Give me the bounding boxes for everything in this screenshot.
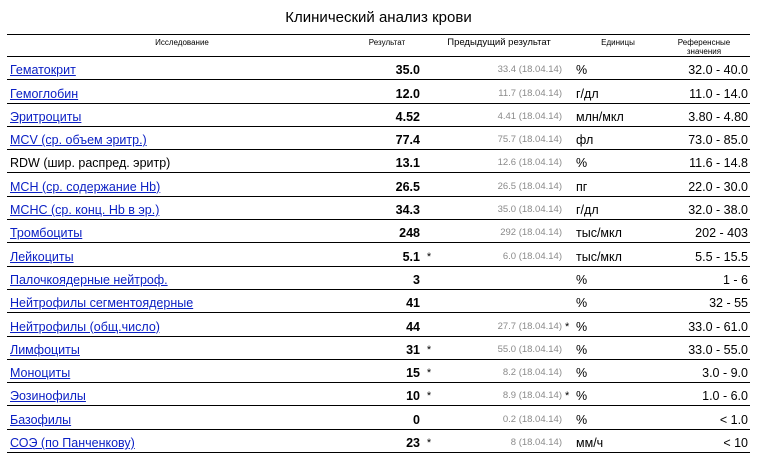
test-name-cell [7,266,354,289]
test-name-link[interactable]: Эозинофилы [10,389,86,404]
previous-result-value: 0.2 (18.04.14) [436,406,565,429]
previous-result-flag: * [565,313,576,336]
result-flag [422,289,436,312]
previous-result-value [436,289,565,312]
previous-result-value: 55.0 (18.04.14) [436,336,565,359]
result-value: 34.3 [354,196,422,219]
unit-value: тыс/мкл [576,243,660,266]
result-flag [422,313,436,336]
table-row [7,266,750,289]
column-header-units: Единицы [576,35,660,57]
previous-result-value: 4.41 (18.04.14) [436,103,565,126]
table-row [7,359,750,382]
table-row [7,336,750,359]
previous-result-value: 8.9 (18.04.14) [436,383,565,406]
table-row [7,243,750,266]
previous-result-value: 8 (18.04.14) [436,429,565,452]
unit-value: г/дл [576,196,660,219]
test-name-link[interactable]: Тромбоциты [10,226,83,241]
table-row [7,150,750,173]
reference-range-value: 1.0 - 6.0 [660,383,750,406]
test-name-link[interactable]: Гемоглобин [10,86,79,101]
blood-test-table [7,34,750,453]
result-flag: * [422,243,436,266]
result-value: 13.1 [354,150,422,173]
test-name-cell [7,103,354,126]
unit-value: % [576,313,660,336]
test-name-link[interactable]: Нейтрофилы (общ.число) [10,319,160,334]
reference-range-value: 33.0 - 55.0 [660,336,750,359]
unit-value: % [576,57,660,80]
result-flag [422,220,436,243]
reference-range-value: 32 - 55 [660,289,750,312]
result-value: 12.0 [354,80,422,103]
unit-value: г/дл [576,80,660,103]
unit-value: пг [576,173,660,196]
unit-value: % [576,150,660,173]
reference-range-value: 202 - 403 [660,220,750,243]
result-value: 31 [354,336,422,359]
previous-result-flag [565,80,576,103]
previous-result-flag [565,359,576,382]
table-row [7,80,750,103]
unit-value: тыс/мкл [576,220,660,243]
table-row [7,406,750,429]
test-name-cell [7,80,354,103]
result-flag [422,103,436,126]
test-name-cell [7,406,354,429]
test-name-link[interactable]: Лейкоциты [10,249,74,264]
result-value: 41 [354,289,422,312]
test-name-cell [7,336,354,359]
unit-value: % [576,266,660,289]
result-flag [422,80,436,103]
column-header-reference: Референсные значения [660,35,750,57]
result-value: 77.4 [354,126,422,149]
test-name-link[interactable]: Палочкоядерные нейтроф. [10,272,168,287]
test-name-text: RDW (шир. распред. эритр) [10,156,171,171]
reference-range-value: 11.0 - 14.0 [660,80,750,103]
result-flag [422,266,436,289]
result-flag: * [422,359,436,382]
result-flag [422,126,436,149]
test-name-link[interactable]: Гематокрит [10,63,76,78]
previous-result-value: 292 (18.04.14) [436,220,565,243]
unit-value: % [576,289,660,312]
previous-result-value: 26.5 (18.04.14) [436,173,565,196]
previous-result-value: 8.2 (18.04.14) [436,359,565,382]
previous-result-value: 6.0 (18.04.14) [436,243,565,266]
test-name-link[interactable]: Моноциты [10,366,71,381]
previous-result-flag [565,126,576,149]
test-name-link[interactable]: MCHC (ср. конц. Hb в эр.) [10,203,160,218]
previous-result-value [436,266,565,289]
test-name-link[interactable]: MCV (ср. объем эритр.) [10,133,147,148]
previous-result-value: 12.6 (18.04.14) [436,150,565,173]
test-name-cell [7,220,354,243]
previous-result-flag [565,150,576,173]
previous-result-flag [565,220,576,243]
test-name-cell [7,243,354,266]
previous-result-flag: * [565,383,576,406]
result-flag [422,406,436,429]
column-header-test: Исследование [7,35,354,57]
reference-range-value: < 1.0 [660,406,750,429]
result-flag [422,150,436,173]
test-name-link[interactable]: Лимфоциты [10,342,80,357]
result-flag [422,57,436,80]
table-row [7,220,750,243]
result-flag [422,173,436,196]
previous-result-flag [565,429,576,452]
table-header-row [7,35,750,57]
unit-value: мм/ч [576,429,660,452]
table-row [7,103,750,126]
reference-range-value: 5.5 - 15.5 [660,243,750,266]
test-name-link[interactable]: СОЭ (по Панченкову) [10,436,135,451]
unit-value: % [576,359,660,382]
test-name-cell [7,126,354,149]
result-value: 4.52 [354,103,422,126]
previous-result-flag [565,173,576,196]
result-value: 10 [354,383,422,406]
result-value: 5.1 [354,243,422,266]
test-name-cell [7,359,354,382]
unit-value: % [576,406,660,429]
test-name-link[interactable]: MCH (ср. содержание Hb) [10,179,161,194]
column-header-previous: Предыдущий результат [436,35,565,57]
test-name-cell [7,429,354,452]
unit-value: % [576,383,660,406]
previous-result-flag [565,266,576,289]
reference-range-value: 73.0 - 85.0 [660,126,750,149]
previous-result-value: 75.7 (18.04.14) [436,126,565,149]
result-flag [422,196,436,219]
result-flag: * [422,429,436,452]
reference-range-value: 32.0 - 40.0 [660,57,750,80]
result-value: 0 [354,406,422,429]
result-flag: * [422,383,436,406]
table-row [7,383,750,406]
table-row [7,313,750,336]
unit-value: фл [576,126,660,149]
result-value: 44 [354,313,422,336]
previous-result-flag [565,336,576,359]
result-value: 15 [354,359,422,382]
previous-result-flag [565,289,576,312]
test-name-cell [7,313,354,336]
test-name-cell [7,150,354,173]
previous-result-value: 33.4 (18.04.14) [436,57,565,80]
previous-result-flag [565,406,576,429]
test-name-link[interactable]: Базофилы [10,412,72,427]
previous-result-value: 11.7 (18.04.14) [436,80,565,103]
previous-result-value: 27.7 (18.04.14) [436,313,565,336]
previous-result-flag [565,243,576,266]
unit-value: млн/мкл [576,103,660,126]
table-row [7,173,750,196]
previous-result-flag [565,196,576,219]
test-name-link[interactable]: Эритроциты [10,109,82,124]
page-title: Клинический анализ крови [285,9,472,26]
reference-range-value: 1 - 6 [660,266,750,289]
table-row [7,196,750,219]
unit-value: % [576,336,660,359]
previous-result-value: 35.0 (18.04.14) [436,196,565,219]
reference-range-value: 33.0 - 61.0 [660,313,750,336]
reference-range-value: 3.80 - 4.80 [660,103,750,126]
column-header-flag [422,35,436,57]
test-name-cell [7,57,354,80]
test-name-cell [7,196,354,219]
column-header-result: Результат [354,35,422,57]
reference-range-value: 11.6 - 14.8 [660,150,750,173]
table-row [7,289,750,312]
result-flag: * [422,336,436,359]
reference-range-value: 32.0 - 38.0 [660,196,750,219]
result-value: 3 [354,266,422,289]
table-row [7,429,750,452]
reference-range-value: 22.0 - 30.0 [660,173,750,196]
result-value: 23 [354,429,422,452]
result-value: 248 [354,220,422,243]
test-name-cell [7,289,354,312]
result-value: 26.5 [354,173,422,196]
table-row [7,57,750,80]
table-row [7,126,750,149]
reference-range-value: 3.0 - 9.0 [660,359,750,382]
previous-result-flag [565,57,576,80]
test-name-cell [7,173,354,196]
column-header-prev-flag [565,35,576,57]
result-value: 35.0 [354,57,422,80]
reference-range-value: < 10 [660,429,750,452]
test-name-link[interactable]: Нейтрофилы сегментоядерные [10,296,194,311]
test-name-cell [7,383,354,406]
previous-result-flag [565,103,576,126]
